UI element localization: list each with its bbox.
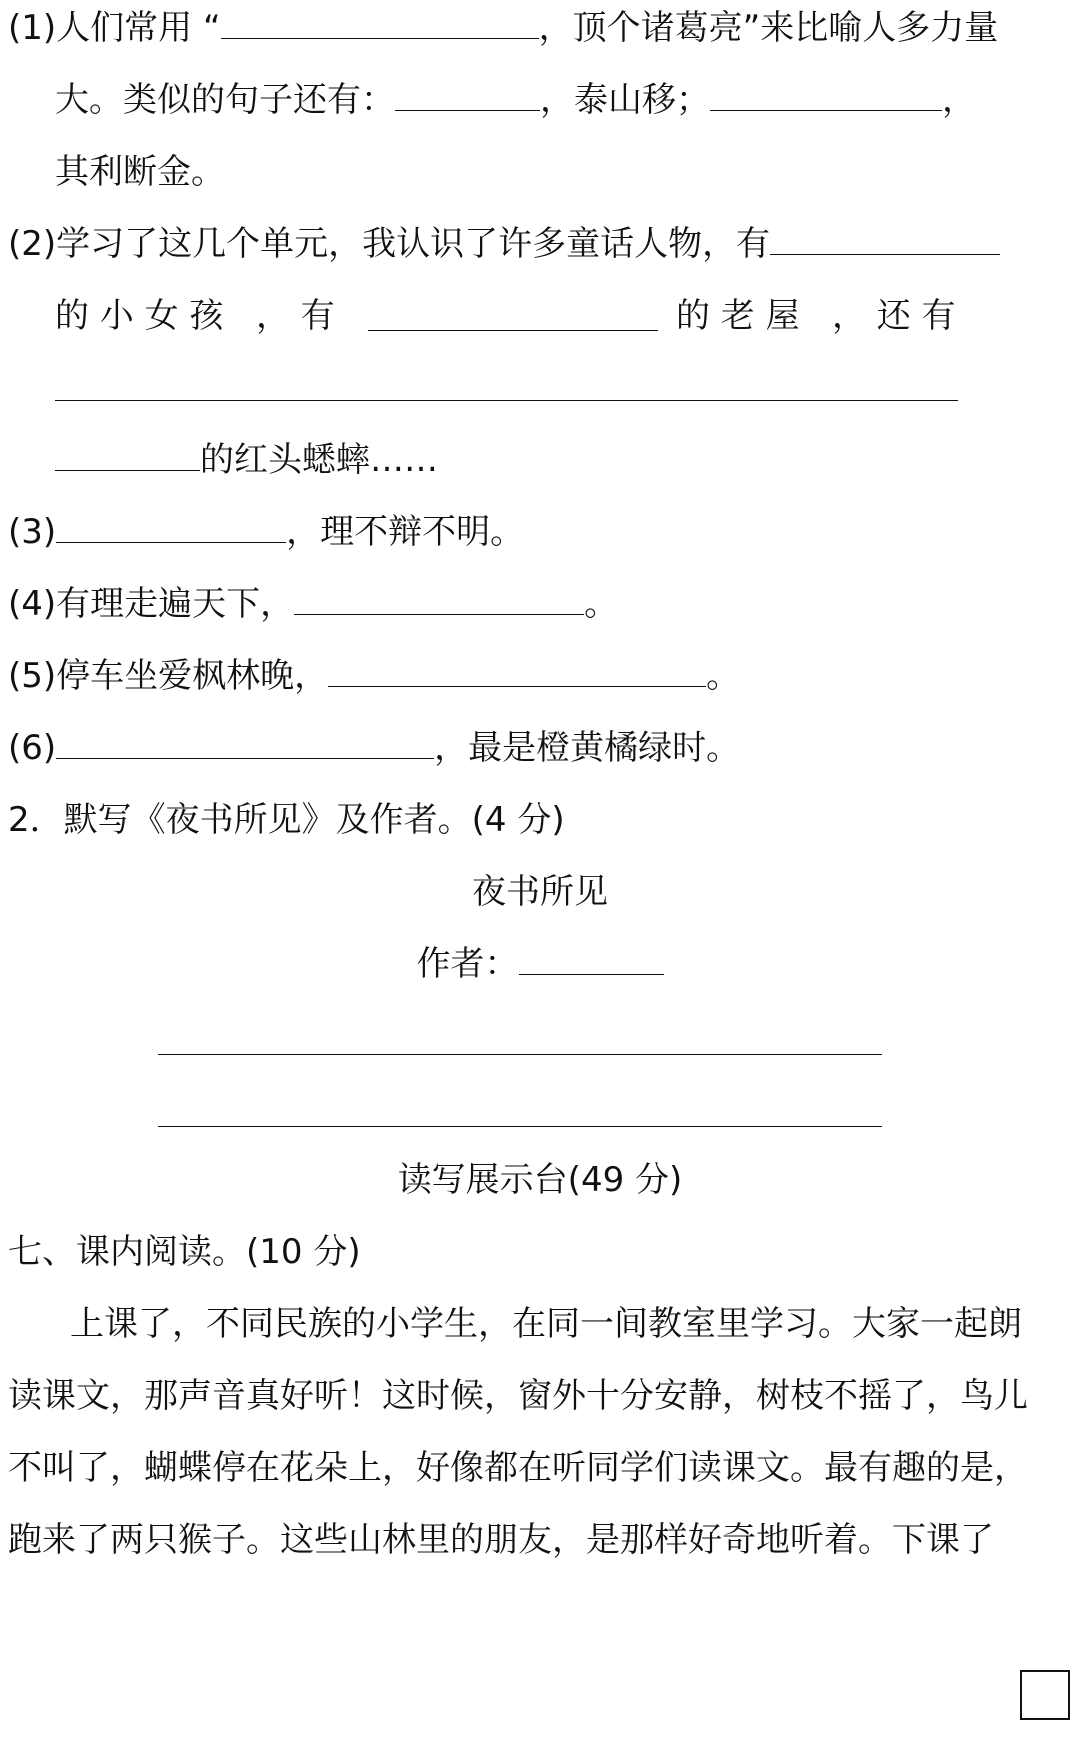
author-label: 作者： bbox=[416, 944, 519, 984]
reading-heading: 七、课内阅读。(10 分) bbox=[8, 1232, 361, 1272]
item-3 bbox=[8, 512, 524, 552]
item-2-line-4-suffix: 的红头蟋蟀…… bbox=[200, 440, 438, 480]
question-2-heading: 2．默写《夜书所见》及作者。(4 分) bbox=[8, 800, 565, 840]
poem-title: 夜书所见 bbox=[472, 872, 608, 912]
item-1-line-2-prefix: 大。类似的句子还有： bbox=[55, 80, 395, 120]
blank-input[interactable] bbox=[710, 82, 942, 111]
item-1-line-2 bbox=[55, 80, 976, 120]
blank-input[interactable] bbox=[770, 226, 1000, 255]
blank-input[interactable] bbox=[395, 82, 540, 111]
item-2-prefix: (2)学习了这几个单元，我认识了许多童话人物，有 bbox=[8, 224, 771, 264]
item-6-suffix: ，最是橙黄橘绿时。 bbox=[434, 728, 741, 768]
item-1-suffix: ，顶个诸葛亮”来比喻人多力量 bbox=[538, 8, 999, 48]
poem-line-1-input[interactable] bbox=[158, 1054, 882, 1055]
author-line bbox=[0, 944, 1080, 984]
reading-line-3: 不叫了，蝴蝶停在花朵上，好像都在听同学们读课文。最有趣的是， bbox=[8, 1448, 1028, 1488]
blank-input[interactable] bbox=[55, 400, 958, 401]
blank-input[interactable] bbox=[294, 586, 584, 615]
blank-input[interactable] bbox=[328, 658, 706, 687]
reading-line-2: 读课文，那声音真好听！这时候，窗外十分安静，树枝不摇了，鸟儿 bbox=[8, 1376, 1028, 1416]
item-5-prefix: (5)停车坐爱枫林晚， bbox=[8, 656, 329, 696]
blank-input[interactable] bbox=[221, 10, 539, 39]
item-2-line-2-part-2: ， 有 bbox=[256, 296, 335, 336]
item-4-prefix: (4)有理走遍天下， bbox=[8, 584, 295, 624]
answer-box[interactable] bbox=[1020, 1670, 1070, 1720]
item-2-line-1 bbox=[8, 224, 1000, 264]
item-5 bbox=[8, 656, 740, 696]
item-2-line-2-part-4: ， 还 有 bbox=[832, 296, 956, 336]
item-1-line-2-suffix: ， bbox=[942, 80, 976, 120]
item-1-line-1 bbox=[8, 8, 998, 48]
author-input[interactable] bbox=[519, 946, 664, 975]
item-2-line-2-part-3: 的 老 屋 bbox=[676, 296, 800, 336]
item-1-line-3: 其利断金。 bbox=[55, 152, 225, 192]
item-4-suffix: 。 bbox=[584, 584, 619, 624]
poem-line-2-input[interactable] bbox=[158, 1126, 882, 1127]
item-3-prefix: (3) bbox=[8, 512, 57, 552]
item-6-prefix: (6) bbox=[8, 728, 57, 768]
blank-input[interactable] bbox=[56, 730, 434, 759]
item-1-prefix: (1)人们常用 “ bbox=[8, 8, 221, 48]
item-3-suffix: ，理不辩不明。 bbox=[286, 512, 525, 552]
item-5-suffix: 。 bbox=[706, 656, 741, 696]
reading-line-1: 上课了，不同民族的小学生，在同一间教室里学习。大家一起朗 bbox=[70, 1304, 1022, 1344]
blank-input[interactable] bbox=[56, 514, 286, 543]
blank-input[interactable] bbox=[368, 302, 658, 331]
blank-input[interactable] bbox=[55, 442, 200, 471]
item-1-line-2-mid: ，泰山移； bbox=[540, 80, 710, 120]
item-6 bbox=[8, 728, 740, 768]
item-2-line-2-part-1: 的 小 女 孩 bbox=[55, 296, 224, 336]
reading-line-4: 跑来了两只猴子。这些山林里的朋友，是那样好奇地听着。下课了 bbox=[8, 1520, 994, 1560]
item-4 bbox=[8, 584, 618, 624]
item-2-line-4 bbox=[55, 440, 438, 480]
section-title: 读写展示台(49 分) bbox=[397, 1160, 683, 1200]
